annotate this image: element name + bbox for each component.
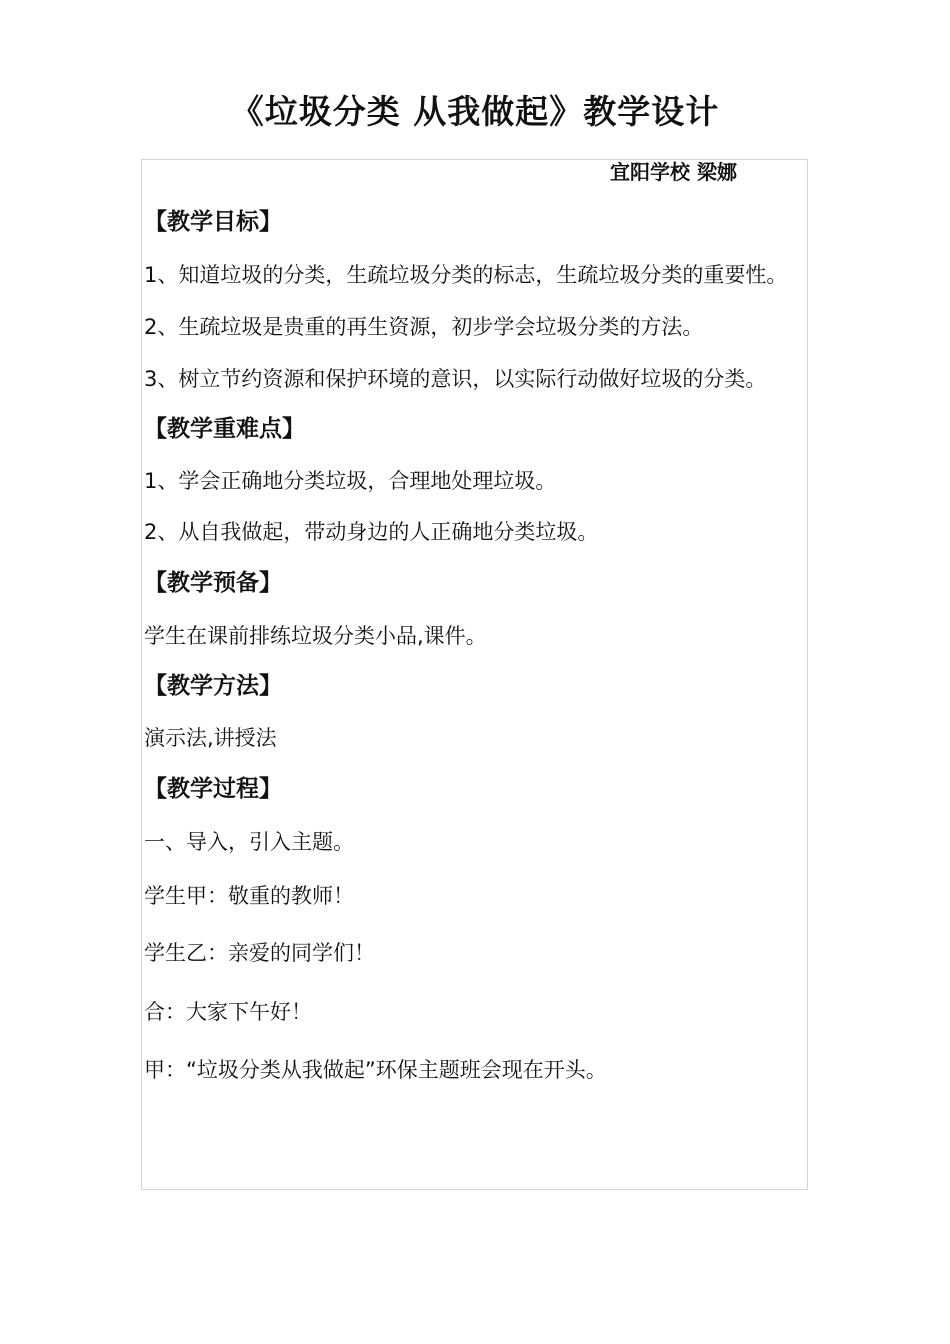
process-item-3: 学生乙：亲爱的同学们！ (144, 941, 375, 965)
goal-item-2: 2、生疏垃圾是贵重的再生资源，初步学会垃圾分类的方法。 (144, 315, 704, 339)
goal-item-1: 1、知道垃圾的分类，生疏垃圾分类的标志，生疏垃圾分类的重要性。 (144, 263, 788, 287)
process-item-1: 一、导入，引入主题。 (144, 830, 354, 854)
section-heading-key-points: 【教学重难点】 (144, 416, 305, 442)
goal-item-3: 3、树立节约资源和保护环境的意识，以实际行动做好垃圾的分类。 (144, 367, 767, 391)
author-line: 宜阳学校 梁娜 (610, 160, 737, 184)
key-point-item-1: 1、学会正确地分类垃圾，合理地处理垃圾。 (144, 469, 557, 493)
process-item-5: 甲：“垃圾分类从我做起”环保主题班会现在开头。 (144, 1058, 607, 1082)
section-heading-preparation: 【教学预备】 (144, 570, 282, 596)
process-item-2: 学生甲：敬重的教师！ (144, 884, 354, 908)
key-point-item-2: 2、从自我做起，带动身边的人正确地分类垃圾。 (144, 520, 599, 544)
process-item-4: 合：大家下午好！ (144, 1000, 312, 1024)
section-heading-process: 【教学过程】 (144, 776, 282, 802)
preparation-text: 学生在课前排练垃圾分类小品,课件。 (144, 624, 487, 648)
methods-text: 演示法,讲授法 (144, 726, 277, 750)
document-title: 《垃圾分类 从我做起》教学设计 (230, 92, 720, 131)
section-heading-goals: 【教学目标】 (144, 209, 282, 235)
section-heading-methods: 【教学方法】 (144, 673, 282, 699)
